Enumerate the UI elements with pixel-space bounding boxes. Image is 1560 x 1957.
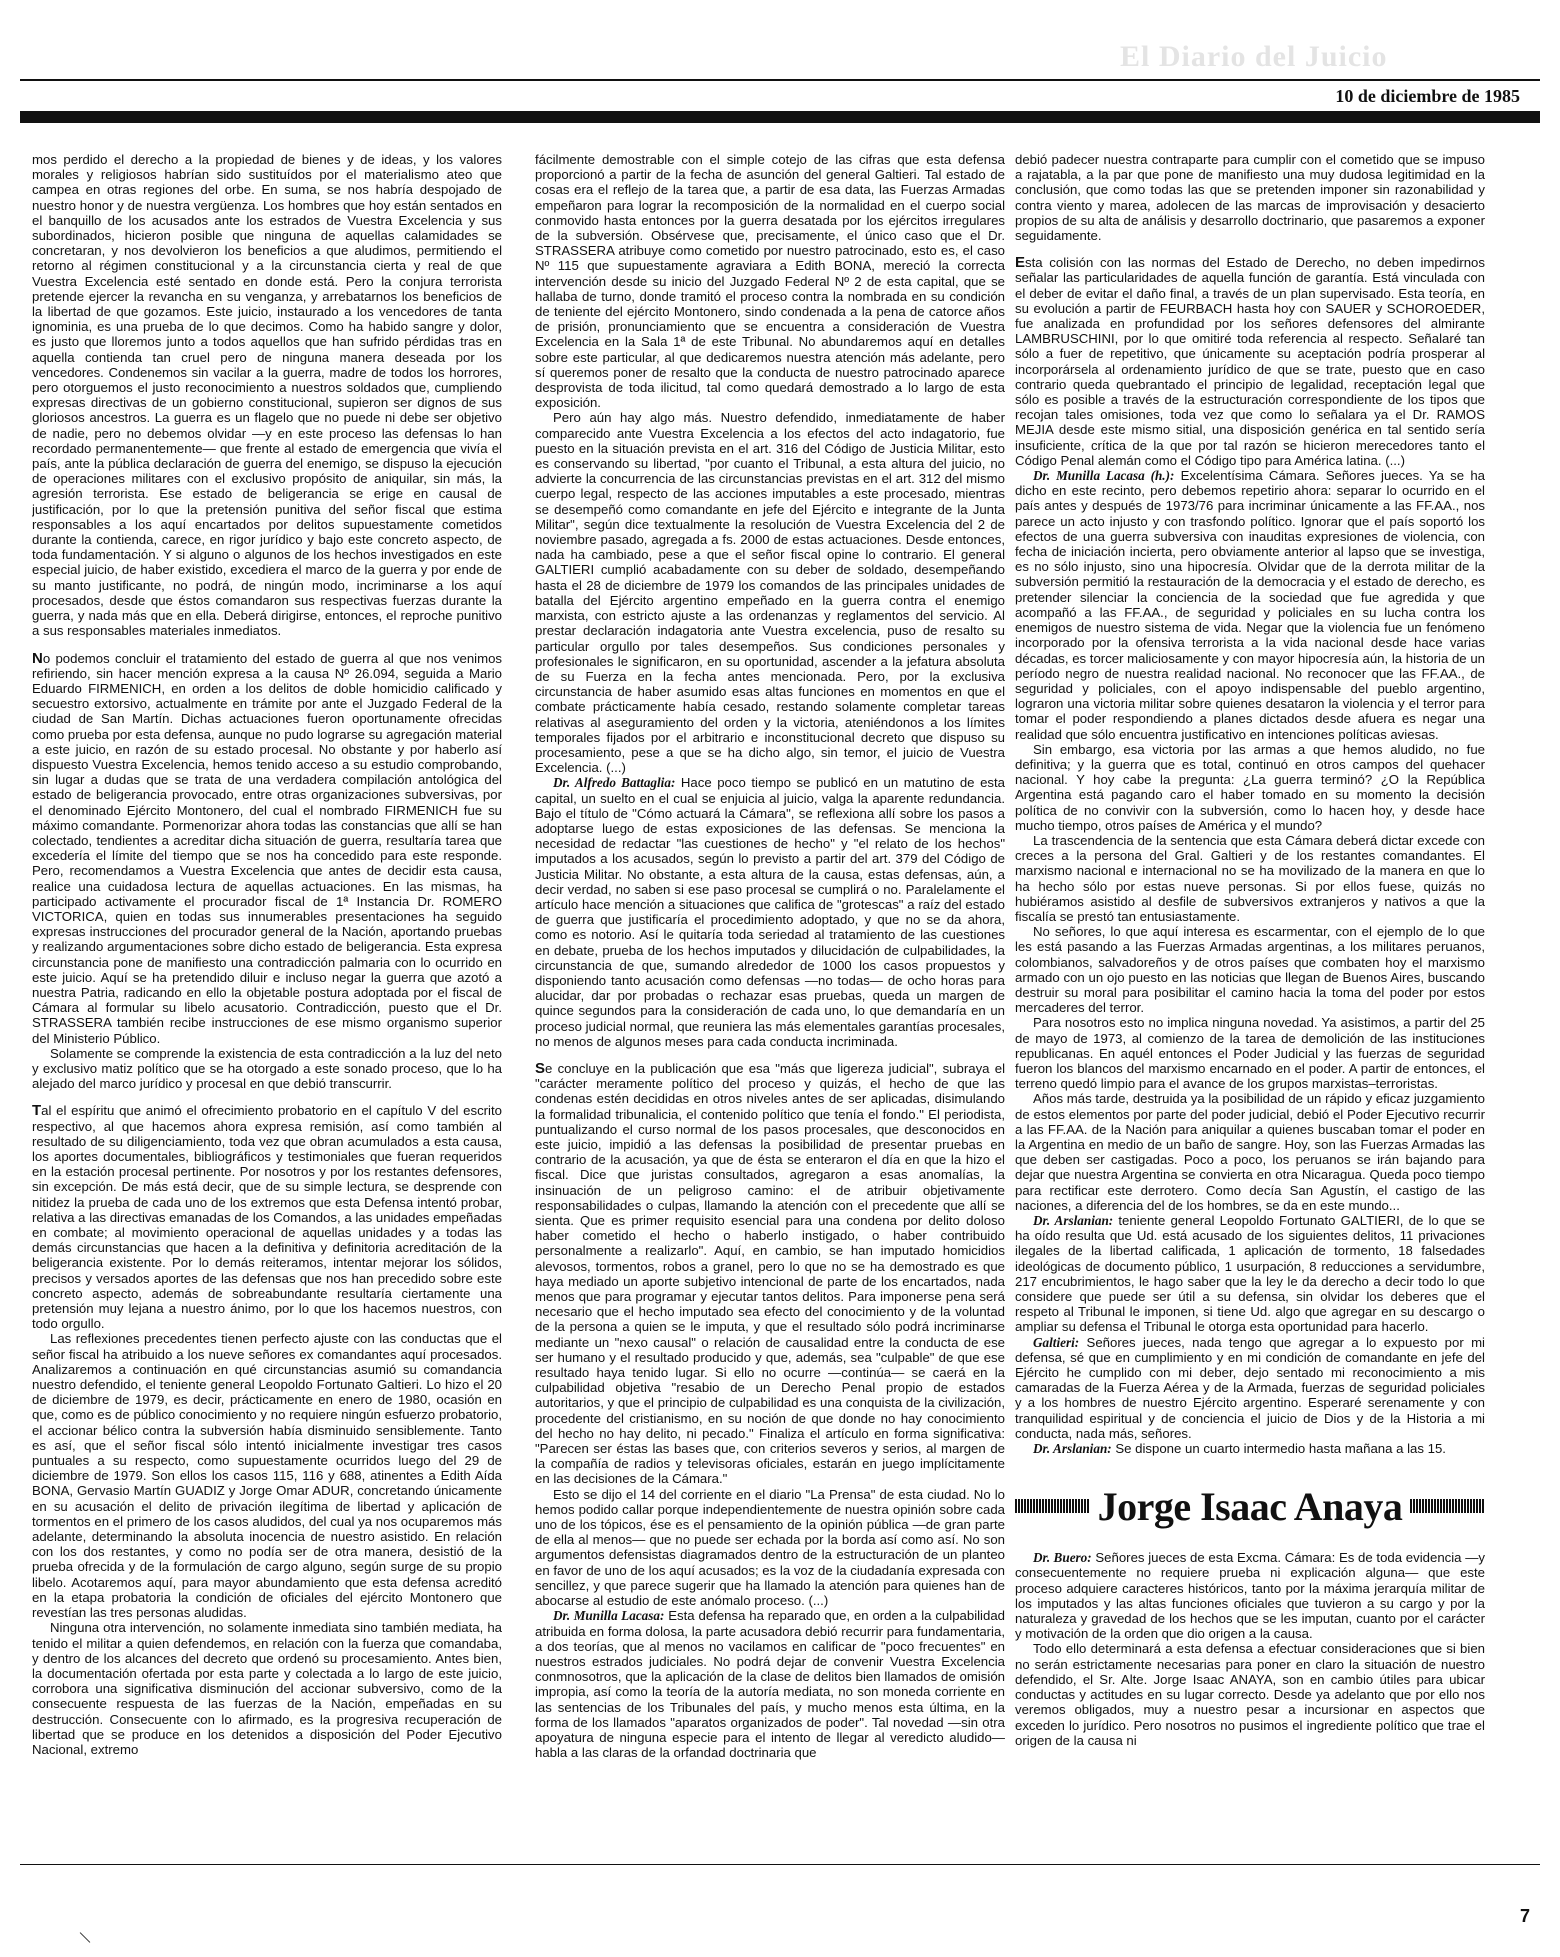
paragraph: debió padecer nuestra contraparte para cumplir con el cometido que se impuso a rajatabla, a la par que pone de manifiesto una muy dudosa legitimidad en la conclusión, que como todas las que se pretenden imponer sin razonabilidad y contra viento y marea, adolecen de las marcas de improvisación y desacierto propios de su alta de análisis y desarrollo doctrinario, que pasaremos a exponer seguidamente. xyxy=(1015,152,1485,244)
speaker-name: Dr. Alfredo Battaglia: xyxy=(553,775,676,791)
paragraph xyxy=(32,1103,502,1331)
paragraph-text: Se dispone un cuarto intermedio hasta mañana a las 15. xyxy=(1111,1441,1446,1457)
paragraph-text: al el espíritu que animó el ofrecimiento probatorio en el capítulo V del escrito respectivo, al que hacemos ahora expresa remisión, así como también al resultado de su diligenciamiento, toda vez que obran acumulados a esta causa, los aportes documentales, bibliográficos y testimoniales que fueran requeridos en la estación procesal pertinente. Por nosotros y por los restantes defensores, sin excepción. De más está decir, que de su simple lectura, se desprende con nitidez la prueba de cada uno de los extremos que esta Defensa intentó probar, relativa a las directivas emanadas de los Comandos, a las unidades empeñadas en combate; al movimiento operacional de aquellas unidades y a todas las demás circunstancias que hacen a la definitiva y definitoria acreditación de la beligerancia existente. Por lo demás reiteramos, intentar mejorar los sólidos, precisos y versados aportes de las defensas que nos han precedido sobre este concreto aspecto, además de sobreabundante resultaría ciertamente una pretensión muy lejana a nuestro ánimo, por lo que los hacemos nuestros, con todo orgullo. xyxy=(32,1103,502,1332)
article-column-2 xyxy=(535,152,1005,1857)
paragraph xyxy=(32,651,502,1046)
paragraph: Años más tarde, destruida ya la posibilidad de un rápido y eficaz juzgamiento de estos elementos por parte del poder judicial, debió el Poder Ejecutivo recurrir a las FF.AA. de la Nación para aniquilar a quienes buscaban tomar el poder en la Argentina en medio de un baño de sangre. Hoy, son las Fuerzas Armadas las que deben ser castigadas. Poco a poco, los peruanos se irán bajando para dejar que nuestra Argentina se convierta en otra Nicaragua. Queda poco tiempo para rectificar este derrotero. Como decía San Agustín, el castigo de las naciones, a diferencia del de los hombres, se da en este mundo... xyxy=(1015,1091,1485,1213)
paragraph: Las reflexiones precedentes tienen perfecto ajuste con las conductas que el señor fiscal ha atribuido a los nueve señores ex comandantes aquí procesados. Analizaremos a continuación en qué circunstancias asumió su comandancia nuestro defendido, el teniente general Leopoldo Fortunato Galtieri. Lo hizo el 20 de diciembre de 1979, es decir, prácticamente en enero de 1980, ocasión en que, como es de público conocimiento y no requiere ningún esfuerzo probatorio, el accionar bélico contra la subversión había disminuido sensiblemente. Tanto es así, que el señor fiscal sólo intentó inicialmente investigar tres casos puntuales a su respecto, como supuestamente ocurridos luego del 29 de diciembre de 1979. Son ellos los casos 115, 116 y 688, atinentes a Edith Aída BONA, Gervasio Martín GUADIZ y Jorge Omar ADUR, concretando únicamente en su acusación el delito de privación ilegítima de libertad y aplicación de tormentos en el primero de los casos aludidos, del cual ya nos ocuparemos más adelante, determinando la absoluta inocencia de nuestro asistido. En relación con los dos restantes, y como no podía ser de otra manera, desistió de la prueba ofrecida y de la formulación de cargo alguno, según surge de su propio libelo. Acotaremos aquí, para mayor abundamiento que esta defensa acreditó en la etapa probatoria la condición de oficiales del ejército Montonero que revestían las tres personas aludidas. xyxy=(32,1331,502,1621)
paragraph-text: teniente general Leopoldo Fortunato GALTIERI, de lo que se ha oído resulta que Ud. está acusado de los siguientes delitos, 11 privaciones ilegales de la libertad calificada, 1 aplicación de tormento, 18 falsedades ideológicas de documento público, 1 usurpación, 8 reducciones a servidumbre, 217 encubrimientos, le hago saber que la ley le da derecho a decir todo lo que considere que puede ser útil a su defensa, sin olvidar los deberes que el respeto al Tribunal le imponen, si tiene Ud. algo que agregar en su descargo o ampliar su defensa el Tribunal le otorga esta oportunidad para hacerlo. xyxy=(1015,1213,1485,1335)
paragraph: Todo ello determinará a esta defensa a efectuar consideraciones que si bien no serán estrictamente necesarias para poner en claro la situación de nuestro defendido, el Sr. Alte. Jorge Isaac ANAYA, son en cambio útiles para ubicar conductas y actitudes en su lugar correcto. Desde ya adelanto que por ello nos veremos obligados, muy a nuestro pesar a incursionar en aspectos que exceden lo jurídico. Pero nosotros no pusimos el ingrediente político que trae el origen de la causa ni xyxy=(1015,1641,1485,1748)
paragraph: No señores, lo que aquí interesa es escarmentar, con el ejemplo de lo que les está pasando a las Fuerzas Armadas argentinas, a los militares peruanos, colombianos, salvadoreños y de otros países que combaten hoy el marxismo armado con un ojo puesto en las noticias que llegan de Buenos Aires, buscando destruir su moral para posibilitar el camino hacia la toma del poder por estos mercaderes del terror. xyxy=(1015,924,1485,1016)
article-column-1 xyxy=(32,152,502,1857)
paragraph-text: Excelentísima Cámara. Señores jueces. Ya se ha dicho en este recinto, pero debemos repetirio ahora: separar lo ocurrido en el país antes y después de 1973/76 para incriminar únicamente a las FF.AA., nos parece un acto injusto y con trasfondo político. Ignorar que el país soportó los efectos de una guerra subversiva con inauditas expresiones de violencia, con fecha de iniciación incierta, pero obviamente anterior al lapso que se investiga, es no sólo injusto, sino una hipocresía. Olvidar que de la derrota militar de la subversión permitió la restauración de la democracia y el estado de derecho, es pretender silenciar la conciencia de la sociedad que fue agredida y que acompañó a las FF.AA., de seguridad y policiales en su lucha contra los enemigos de nuestro sistema de vida. Negar que la violencia fue un fenómeno incorporado por la ofensiva terrorista a la vida nacional desde hace varias décadas, es torcer maliciosamente y con mayor hipocresía aún, la historia de un período negro de nuestra realidad nacional. No reconocer que las FF.AA., de seguridad y policiales, con el apoyo indispensable del pueblo argentino, lograron una victoria militar sobre quienes desataron la violencia y el terror para tomar el poder respondiendo a planes dictados desde afuera es negar una realidad que sólo encuentra justificativo en intenciones políticas aviesas. xyxy=(1015,468,1485,742)
paragraph-text: Señores jueces de esta Excma. Cámara: Es de toda evidencia —y consecuentemente no requiere prueba ni explicación alguna— que este proceso adquiere caracteres históricos, tanto por la máxima jerarquía militar de los imputados y las altas funciones oficiales que tuvieron a su cargo y por la naturaleza y gravedad de los hechos que se les imputan, cuanto por el carácter y motivación de la orden que dio origen a la causa. xyxy=(1015,1550,1485,1642)
paragraph xyxy=(1015,1441,1485,1456)
paragraph-text: sta colisión con las normas del Estado de Derecho, no deben impedirnos señalar las particularidades de aquella función de garantía. Está vinculada con el deber de evitar el daño final, a través de un plan supervisado. Esta teoría, en su evolución a partir de FEURBACH hasta hoy con SAUER y SCHOROEDER, fue analizada en profundidad por los señores defensores del almirante LAMBRUSCHINI, por lo que omitiré toda referencia al respecto. Señalaré tan sólo a fuer de repetitivo, que únicamente su aceptación podría prosperar al incorporársela al ordenamiento jurídico de que se trate, puesto que en caso contrario queda quebrantado el principio de legalidad, receptación legal que sólo es posible a través de la estructuración correspondiente de los tipos que recojan tales omisiones, toda vez que como lo señalara ya el Dr. RAMOS MEJIA desde este mismo sitial, una disposición genérica en tal sentido sería insuficiente, crítica de la que por tal razón se hicieron merecedores tanto el Código Penal alemán como el Código tipo para América latina. (...) xyxy=(1015,255,1485,468)
speaker-name: Dr. Buero: xyxy=(1033,1550,1092,1566)
masthead-ghost-text: El Diario del Juicio xyxy=(1120,40,1388,70)
paragraph: Solamente se comprende la existencia de esta contradicción a la luz del neto y exclusivo matiz político que se ha otorgado a este sonado proceso, que lo ha alejado del marco jurídico y procesal en que debió transcurrir. xyxy=(32,1045,502,1092)
paragraph xyxy=(1015,255,1485,468)
paragraph: Para nosotros esto no implica ninguna novedad. Ya asistimos, a partir del 25 de mayo de 1973, al comienzo de la tarea de demolición de las instituciones republicanas. En aquél entonces el Poder Judicial y las fuerzas de seguridad fueron los blancos del marxismo encarnado en el poder. A partir de entonces, el terreno quedó limpio para el avance de los grupos marxistas–terroristas. xyxy=(1015,1015,1485,1092)
paragraph xyxy=(1015,1335,1485,1441)
paragraph-text: e concluye en la publicación que esa "más que ligereza judicial", subraya el "carácter meramente político del proceso y quizás, el hecho de que las condenas estén decididas en otros niveles antes de ser aplicadas, disimulando la formalidad tribunalicia, el contenido político que tenía el fondo." El periodista, puntualizando el curso normal de los pasos procesales, que desconocidos en este juicio, impidió a las defensas la posibilidad de presentar pruebas en contrario de la acusación, ya que de ésta se enteraron el día en que la hizo el fiscal. Dice que juristas consultados, agregaron a esas anomalías, la insinuación de un peligroso camino: el de atribuir objetivamente responsabilidades o culpas, llamando la atención con el precedente que allí se sienta. Que es primer requisito esencial para una condena por delito doloso haber cometido el hecho o haberlo instigado, o haber contribuido personalmente a realizarlo". Aquí, en cambio, se han imputado homicidios alevosos, tormentos, robos a granel, pero lo que no se ha demostrado es que haya mediado un aporte subjetivo intencional de parte de los encartados, nada menos que para programar y ejecutar tantos delitos. Para imponerse pena será necesario que el hecho imputado sea efecto del conocimiento y de la voluntad de la persona a quien se le imputa, y que el resultado sólo podrá incriminarse mediante un "nexo causal" o relación de causalidad entre la conducta de ese ser humano y el resultado producido y que, además, sea "culpable" de que ese resultado haya tenido lugar. Si ello no ocurre —continúa— se caerá en la culpabilidad objetiva "resabio de un Derecho Penal propio de estados autoritarios, y que el principio de culpabilidad es una conquista de la civilización, procedente del cristianismo, en su noción de que donde no hay conocimiento del hecho no hay delito, ni pecado." Finaliza el artículo en forma significativa: "Parecen ser éstas las bases que, con criterios severos y serios, al margen de la compañía de radios y televisoras oficiales, estarán en juego implícitamente en las decisiones de la Cámara." xyxy=(535,1060,1005,1487)
paragraph xyxy=(1015,468,1485,742)
section-headline xyxy=(1015,1480,1485,1532)
paragraph xyxy=(1015,1550,1485,1641)
drop-letter: S xyxy=(535,1059,546,1077)
paragraph: Esto se dijo el 14 del corriente en el diario "La Prensa" de esta ciudad. No lo hemos podido callar porque independientemente de nuestra opinión sobre cada uno de los tópicos, ése es el pensamiento de la opinión pública —de gran parte de ella al menos— que no puede ser echada por la borda así como así. No son argumentos defensistas diagramados dentro de la estructuración de un planteo en favor de uno de los aquí acusados; es la voz de la ciudadanía expresada con sencillez, y que parece sugerir que ha llamado la atención para quienes han de abocarse al estudio de este anómalo proceso. (...) xyxy=(535,1486,1005,1609)
header-rule xyxy=(20,79,1540,81)
drop-letter: N xyxy=(32,649,43,667)
paragraph: La trascendencia de la sentencia que esta Cámara deberá dictar excede con creces a la persona del Gral. Galtieri y de los restantes comandantes. El marxismo nacional e internacional no se ha movilizado de la manera en que lo ha hecho sólo por estas nueve personas. Si por ellos fuese, quizás no hubiéramos asistido al desfile de subversivos extranjeros y nativos a que la fiscalía se prestó tan entusiastamente. xyxy=(1015,832,1485,924)
issue-date: 10 de diciembre de 1985 xyxy=(1335,86,1520,106)
paragraph xyxy=(1015,1213,1485,1335)
drop-letter: T xyxy=(32,1102,42,1120)
paragraph: Pero aún hay algo más. Nuestro defendido, inmediatamente de haber comparecido ante Vuestra Excelencia a los efectos del acto indagatorio, fue puesto en la situación prevista en el art. 316 del Código de Justicia Militar, esto es conservando su libertad, "por cuanto el Tribunal, a esta altura del juicio, no advierte la concurrencia de las circunstancias previstas en el art. 312 del mismo cuerpo legal, respecto de las acciones imputables a este procesado, mientras se desempeñó como comandante en jefe del Ejército e integrante de la Junta Militar", según dice textualmente la resolución de Vuestra Excelencia del 2 de noviembre pasado, agregada a fs. 2000 de estas actuaciones. Desde entonces, nada ha cambiado, pese a que el señor fiscal opine lo contrario. El general GALTIERI cumplió acabadamente con su deber de soldado, desempeñando hasta el 28 de diciembre de 1979 los comandos de las principales unidades de batalla del Ejército argentino empeñado en la guerra contra el enemigo marxista, con estricto ajuste a las ordenanzas y reglamentos del servicio. Al prestar declaración indagatoria ante Vuestra excelencia, puso de resalto su particular orgullo por tales desempeños. Sus condiciones personales y profesionales le significaron, en su oportunidad, ascender a la jefatura absoluta de su Fuerza en la fecha antes mencionada. Pero, por la exclusiva circunstancia de haber asumido esas altas funciones en momentos en que el combate prácticamente había cesado, restando solamente completar tareas relativas al aseguramiento del orden y la victoria, ateniéndonos a los límites temporales fijados por el arbitrario e inconstitucional decreto que dispuso su procesamiento, pese a que se ha dicho algo, sin temor, el juicio de Vuestra Excelencia. (...) xyxy=(535,410,1005,776)
paragraph-text: Esta defensa ha reparado que, en orden a la culpabilidad atribuida en forma dolosa, la parte acusadora debió recurrir para fundamentaria, a dos teorías, que al menos no vacilamos en calificar de "poco frecuentes" en nuestros estrados judiciales. No podrá dejar de convenir Vuestra Excelencia conmnosotros, que la aplicación de la clase de delitos bien llamados de omisión impropia, así como la teoría de la autoría mediata, no son moneda corriente en las sentencias de los Tribunales del país, y mucho menos esta última, en la forma de los llamados "aparatos organizados de poder". Tal novedad —sin otra apoyatura de ninguna especie para el intento de llegar al veredicto aludido— habla a las claras de la orfandad doctrinaria que xyxy=(535,1608,1005,1761)
article-column-3 xyxy=(1015,152,1485,1857)
headline-text: Jorge Isaac Anaya xyxy=(1097,1483,1403,1529)
headline-rule-left xyxy=(1015,1499,1090,1513)
speaker-name: Dr. Arslanian: xyxy=(1033,1441,1112,1457)
paragraph-text: Hace poco tiempo se publicó en un matutino de esta capital, un suelto en el cual se enjuicia al juicio, valga la aparente redundancia. Bajo el título de "Cómo actuará la Cámara", se reflexiona allí sobre los pasos a adoptarse luego de estas exposiciones de las defensas. Se menciona la necesidad de redactar "las cuestiones de hecho" y "el relato de los hechos" imputados a los acusados, según lo previsto a partir del art. 379 del Código de Justicia Militar. No obstante, a esta altura de la causa, estas defensas, aún, a decir verdad, no saben si ese paso procesal se cumplirá o no. Paralelamente el artículo hace mención a situaciones que califica de "grotescas" a raíz del estado de guerra que justificaría el procedimiento adoptado, y que no se da ahora, como es notorio. Así le quitaría toda seriedad al tratamiento de las cuestiones en debate, prueba de los hechos imputados y dilucidación de culpabilidades, la circunstancia de que, sumando alrededor de 1000 los casos propuestos y disponiendo tanto acusación como defensas —no todas— de ocho horas para alucidar, dar por probadas o rechazar esas pruebas, queda un margen de quince segundos para la consideración de cada uno, lo que demandaría en un proceso judicial normal, que reuniera las más elementales garantías procesales, no menos de algunos meses para cada conducta incriminada. xyxy=(535,775,1005,1049)
drop-letter: E xyxy=(1015,254,1026,272)
paragraph xyxy=(535,1608,1005,1760)
header-bar xyxy=(20,111,1540,123)
paragraph: fácilmente demostrable con el simple cotejo de las cifras que esta defensa proporcionó a partir de la fecha de asunción del general Galtieri. Tal estado de cosas era el reflejo de la tarea que, a partir de esa data, las Fuerzas Armadas empeñaron para lograr la recomposición de la normalidad en el cuerpo social conmovido hasta entonces por la guerra desatada por los ejércitos irregulares de la subversión. Obsérvese que, precisamente, el único caso que el Dr. STRASSERA atribuye como cometido por nuestro patrocinado, esto es, el caso Nº 115 que supuestamente agraviara a Edith BONA, mereció la correcta intervención desde su inicio del Juzgado Federal Nº 2 de esta capital, que se hallaba de turno, donde tramitó el proceso contra la nombrada en su condición de teniente del ejército Montonero, sindo condenada a la pena de catorce años de prisión, pronunciamiento que se encuentra a consideración de Vuestra Excelencia en la Sala 1ª de este Tribunal. No abundaremos aquí en detalles sobre este particular, al que dedicaremos nuestra atención más adelante, pero sí queremos poner de resalto que la conducta de nuestro patrocinado aparece desprovista de toda ilicitud, tal como quedará demostrado a lo largo de esta exposición. xyxy=(535,152,1005,411)
paragraph: Sin embargo, esa victoria por las armas a que hemos aludido, no fue definitiva; y la guerra que es total, continuó en otros campos del quehacer nacional. Y hoy cabe la pregunta: ¿La guerra terminó? ¿O la República Argentina está pagando caro el haber tomado en su momento la decisión política de no convivir con la subversión, como lo hacen hoy, y desde hace mucho tiempo, otros países de América y el mundo? xyxy=(1015,741,1485,833)
speaker-name: Dr. Munilla Lacasa: xyxy=(553,1608,665,1624)
paragraph: Ninguna otra intervención, no solamente inmediata sino también mediata, ha tenido el militar a quien defendemos, en relación con la fuerza que comandaba, y dentro de los alcances del decreto que ordenó su procesamiento. Antes bien, la documentación ofertada por esta parte y colectada a lo largo de este juicio, corrobora una significativa disminución del accionar subversivo, como de la consecuente respuesta de las fuerzas de la Nación, empeñadas en su destrucción. Consecuente con lo afirmado, es la progresiva recuperación de libertad que se produce en los detenidos a disposición del Poder Ejecutivo Nacional, extremo xyxy=(32,1620,502,1757)
headline-rule-right xyxy=(1410,1499,1485,1513)
paragraph xyxy=(535,775,1005,1049)
paragraph-text: Señores jueces, nada tengo que agregar a lo expuesto por mi defensa, sé que en cumplimiento y en mi condición de comandante en jefe del Ejército he cumplido con mi deber, dejo sentado mi reconocimiento a mis camaradas de la Fuerza Aérea y de la Armada, fuerzas de seguridad policiales y a los hombres de nuestro Ejército argentino. Esperaré serenamente y con tranquilidad espiritual y de conciencia el juicio de Dios y de la Historia a mi conducta, nada más, señores. xyxy=(1015,1334,1485,1441)
paragraph: mos perdido el derecho a la propiedad de bienes y de ideas, y los valores morales y religiosos habrían sido sustituídos por el materialismo ateo que campea en otras regiones del orbe. En suma, se nos habría despojado de nuestro honor y de nuestra vergüenza. Los hombres que hoy están sentados en el banquillo de los acusados ante los estrados de Vuestra Excelencia y sus subordinados, hicieron posible que ninguna de aquellas calamidades se concretaran, y nos devolvieron los beneficios a que aludimos, permitiendo el retorno al régimen constitucional y a la circunstancia cierta y real de que Vuestra Excelencia esté sentado en donde está. Pero la conjura terrorista pretende ejercer la revancha en su venganza, y arrebatarnos los beneficios de la libertad de que gozamos. Este juicio, instaurado a los vencedores de tanta ignominia, es una prueba de lo que decimos. Como ha habido sangre y dolor, es justo que lloremos junto a todos aquellos que han sufrido pérdidas tras en aquella contienda tan cruel pero de ninguna manera deseada por los vencedores. Condenemos sin vacilar a la guerra, madre de todos los horrores, pero otorguemos el justo reconocimiento a nuestros soldados que, cumpliendo expresas directivas de un gobierno constitucional, supieron ser dignos de sus gloriosos ancestros. La guerra es un flagelo que no puede ni debe ser objetivo de nadie, pero no debemos olvidar —y en este proceso las defensas lo han recordado permanentemente— que frente al estado de emergencia que vivía el país, ante la pública declaración de guerra del enemigo, se dispuso la ejecución de operaciones militares con el exclusivo propósito de aniquilar, sin más, la agresión terrorista. Ese estado de beligerancia se erige en causal de justificación, por lo que la pretensión punitiva del señor fiscal que estima responsables a los aquí encartados por delitos supuestamente cometidos durante la contienda, carece, en rigor jurídico y bajo este concreto aspecto, de toda fundamentación. Y si alguno o algunos de los hechos investigados en este especial juicio, de haber existido, excediera el marco de la guerra y por ende de su manto justificante, no podrá, de ningún modo, incriminarse a los aquí procesados, desde que éstos comandaron sus respectivas fuerzas durante la guerra, y nada más que en ella. Deberá dirigirse, entonces, el reproche punitivo a sus responsables materiales inmediatos. xyxy=(32,152,502,639)
page-number: 7 xyxy=(1519,1906,1530,1926)
speaker-name: Dr. Munilla Lacasa (h.): xyxy=(1033,468,1175,484)
scan-mark xyxy=(80,1932,91,1943)
paragraph-text: o podemos concluir el tratamiento del estado de guerra al que nos venimos refiriendo, sin hacer mención expresa a la causa Nº 26.094, seguida a Mario Eduardo FIRMENICH, en orden a los delitos de doble homicidio calificado y secuestro extorsivo, actualmente en trámite por ante el Juzgado Federal de la ciudad de San Martín. Dichas actuaciones fueron oportunamente ofrecidas como prueba por esta defensa, aunque no pudo lograrse su agregación material a este juicio, en razón de su estado procesal. No obstante y por haberlo así dispuesto Vuestra Excelencia, hemos tenido acceso a su estudio comprobando, sin lugar a dudas que se trata de una verdadera compilación antológica del estado de beligerancia provocado, entre otras organizaciones subversivas, por el denominado Ejército Montonero, del cual el nombrado FIRMENICH fue su máximo comandante. Pormenorizar ahora todas las constancias que allí se han colectado, tendientes a acreditar dicha situación de guerra, resultaría tarea que excedería el límite del tiempo que se nos ha concedido para este responde. Pero, recomendamos a Vuestra Excelencia que antes de decidir esta causa, realice una cuidadosa lectura de aquellas actuaciones. En las mismas, ha participado activamente el procurador fiscal de 1ª Instancia Dr. ROMERO VICTORICA, quien en todas sus innumerables presentaciones ha seguido expresas instrucciones del procurador general de la Nación, aportando pruebas y realizando argumentaciones sobre dicho estado de beligerancia. Esta expresa circunstancia pone de manifiesto una contradicción palmaria con lo ocurrido en este juicio. Aquí se ha pretendido diluir e incluso negar la guerra que azotó a nuestra Patria, radicando en ello la objetable postura adoptada por el fiscal de Cámara al formular su libelo acusatorio. Contradicción, puesto que el Dr. STRASSERA también recibe instrucciones de ese mismo organismo superior del Ministerio Público. xyxy=(32,650,502,1046)
paragraph xyxy=(535,1061,1005,1487)
speaker-name: Galtieri: xyxy=(1033,1334,1080,1350)
speaker-name: Dr. Arslanian: xyxy=(1033,1213,1114,1229)
footer-rule xyxy=(20,1864,1540,1865)
